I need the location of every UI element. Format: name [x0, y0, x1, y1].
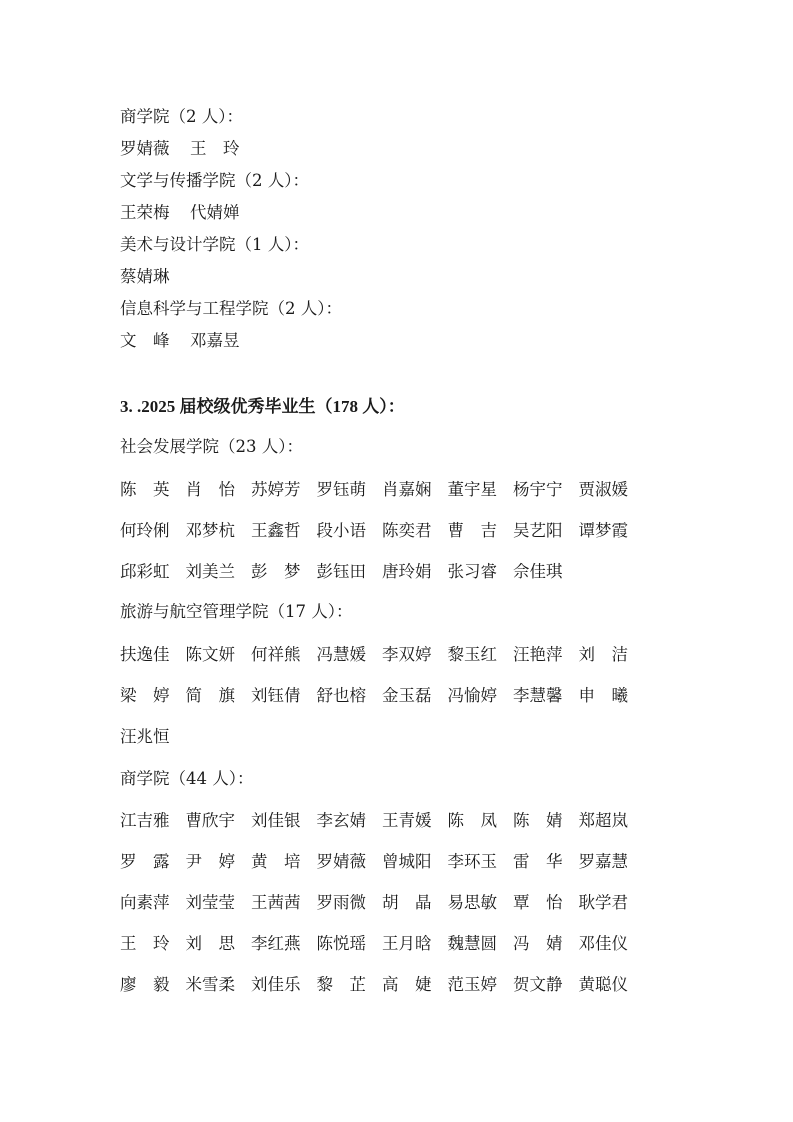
name-row	[120, 810, 644, 832]
student-name: 贺文静	[513, 975, 563, 994]
student-name: 唐玲娟	[382, 562, 432, 581]
student-name: 郑超岚	[578, 811, 628, 830]
college-heading: 旅游与航空管理学院（17 人）：	[120, 602, 353, 621]
student-name: 范玉婷	[447, 975, 497, 994]
student-name: 刘 洁	[578, 645, 628, 664]
student-name: 梁 婷	[120, 686, 170, 705]
student-name: 高 婕	[382, 975, 432, 994]
student-name: 覃 怡	[513, 893, 563, 912]
student-name: 王茜茜	[251, 893, 301, 912]
student-name: 王 玲	[120, 934, 170, 953]
student-name: 佘佳琪	[513, 562, 563, 581]
student-name: 王月晗	[382, 934, 432, 953]
student-name: 邓梦杭	[185, 521, 235, 540]
name-row	[120, 561, 579, 583]
student-name: 江吉雅	[120, 811, 170, 830]
student-name: 文 峰	[120, 331, 170, 350]
name-row	[120, 892, 644, 914]
student-name: 罗嘉慧	[578, 852, 628, 871]
student-name: 杨宇宁	[513, 480, 563, 499]
college-heading: 商学院（44 人）：	[120, 769, 254, 788]
student-name: 冯 婧	[513, 934, 563, 953]
student-name: 蔡婧琳	[120, 267, 170, 286]
student-name: 李双婷	[382, 645, 432, 664]
student-name: 黄聪仪	[578, 975, 628, 994]
section-title: 3. .2025 届校级优秀毕业生（178 人）：	[120, 397, 405, 416]
student-name: 陈 英	[120, 480, 170, 499]
name-row	[120, 974, 644, 996]
name-row	[120, 138, 256, 160]
name-row	[120, 644, 644, 666]
student-name: 魏慧圆	[447, 934, 497, 953]
student-name: 董宇星	[447, 480, 497, 499]
college-heading: 商学院（2 人）：	[120, 107, 243, 126]
student-name: 刘 思	[185, 934, 235, 953]
student-name: 邱彩虹	[120, 562, 170, 581]
student-name: 段小语	[316, 521, 366, 540]
student-name: 刘佳乐	[251, 975, 301, 994]
student-name: 王荣梅	[120, 203, 170, 222]
student-name: 胡 晶	[382, 893, 432, 912]
student-name: 汪兆恒	[120, 727, 170, 746]
student-name: 贾淑媛	[578, 480, 628, 499]
student-name: 黎玉红	[447, 645, 497, 664]
student-name: 罗 露	[120, 852, 170, 871]
student-name: 邓嘉昱	[190, 331, 240, 350]
student-name: 代婧婵	[190, 203, 240, 222]
college-heading: 信息科学与工程学院（2 人）：	[120, 299, 342, 318]
name-row	[120, 933, 644, 955]
student-name: 刘佳银	[251, 811, 301, 830]
student-name: 李环玉	[447, 852, 497, 871]
student-name: 肖嘉娴	[382, 480, 432, 499]
name-row	[120, 330, 256, 352]
student-name: 陈奕君	[382, 521, 432, 540]
student-name: 罗婧薇	[120, 139, 170, 158]
student-name: 冯慧媛	[316, 645, 366, 664]
student-name: 申 曦	[578, 686, 628, 705]
student-name: 何玲俐	[120, 521, 170, 540]
student-name: 张习睿	[447, 562, 497, 581]
student-name: 苏婷芳	[251, 480, 301, 499]
name-row	[120, 266, 186, 288]
student-name: 吴艺阳	[513, 521, 563, 540]
student-name: 黄 培	[251, 852, 301, 871]
student-name: 肖 怡	[185, 480, 235, 499]
student-name: 彭钰田	[316, 562, 366, 581]
student-name: 耿学君	[578, 893, 628, 912]
student-name: 扶逸佳	[120, 645, 170, 664]
name-row	[120, 851, 644, 873]
student-name: 李慧馨	[513, 686, 563, 705]
name-row	[120, 520, 644, 542]
student-name: 简 旗	[185, 686, 235, 705]
name-row	[120, 202, 256, 224]
student-name: 刘钰倩	[251, 686, 301, 705]
student-name: 向素萍	[120, 893, 170, 912]
student-name: 刘美兰	[185, 562, 235, 581]
student-name: 刘莹莹	[185, 893, 235, 912]
student-name: 雷 华	[513, 852, 563, 871]
student-name: 曹欣宇	[185, 811, 235, 830]
student-name: 罗雨微	[316, 893, 366, 912]
student-name: 尹 婷	[185, 852, 235, 871]
college-heading: 美术与设计学院（1 人）：	[120, 235, 309, 254]
student-name: 李红燕	[251, 934, 301, 953]
student-name: 汪艳萍	[513, 645, 563, 664]
student-name: 王青媛	[382, 811, 432, 830]
student-name: 廖 毅	[120, 975, 170, 994]
name-row	[120, 726, 186, 748]
student-name: 陈悦瑶	[316, 934, 366, 953]
student-name: 陈文妍	[185, 645, 235, 664]
student-name: 邓佳仪	[578, 934, 628, 953]
student-name: 李玄婧	[316, 811, 366, 830]
student-name: 米雪柔	[185, 975, 235, 994]
student-name: 曹 吉	[447, 521, 497, 540]
name-row	[120, 685, 644, 707]
student-name: 谭梦霞	[578, 521, 628, 540]
college-heading: 文学与传播学院（2 人）：	[120, 171, 309, 190]
name-row	[120, 479, 644, 501]
student-name: 金玉磊	[382, 686, 432, 705]
student-name: 陈 婧	[513, 811, 563, 830]
student-name: 彭 梦	[251, 562, 301, 581]
student-name: 罗婧薇	[316, 852, 366, 871]
student-name: 曾城阳	[382, 852, 432, 871]
student-name: 冯愉婷	[447, 686, 497, 705]
student-name: 王 玲	[190, 139, 240, 158]
student-name: 何祥熊	[251, 645, 301, 664]
college-heading: 社会发展学院（23 人）：	[120, 437, 303, 456]
student-name: 易思敏	[447, 893, 497, 912]
student-name: 黎 芷	[316, 975, 366, 994]
student-name: 王鑫哲	[251, 521, 301, 540]
student-name: 舒也榕	[316, 686, 366, 705]
student-name: 陈 凤	[447, 811, 497, 830]
student-name: 罗钰萌	[316, 480, 366, 499]
